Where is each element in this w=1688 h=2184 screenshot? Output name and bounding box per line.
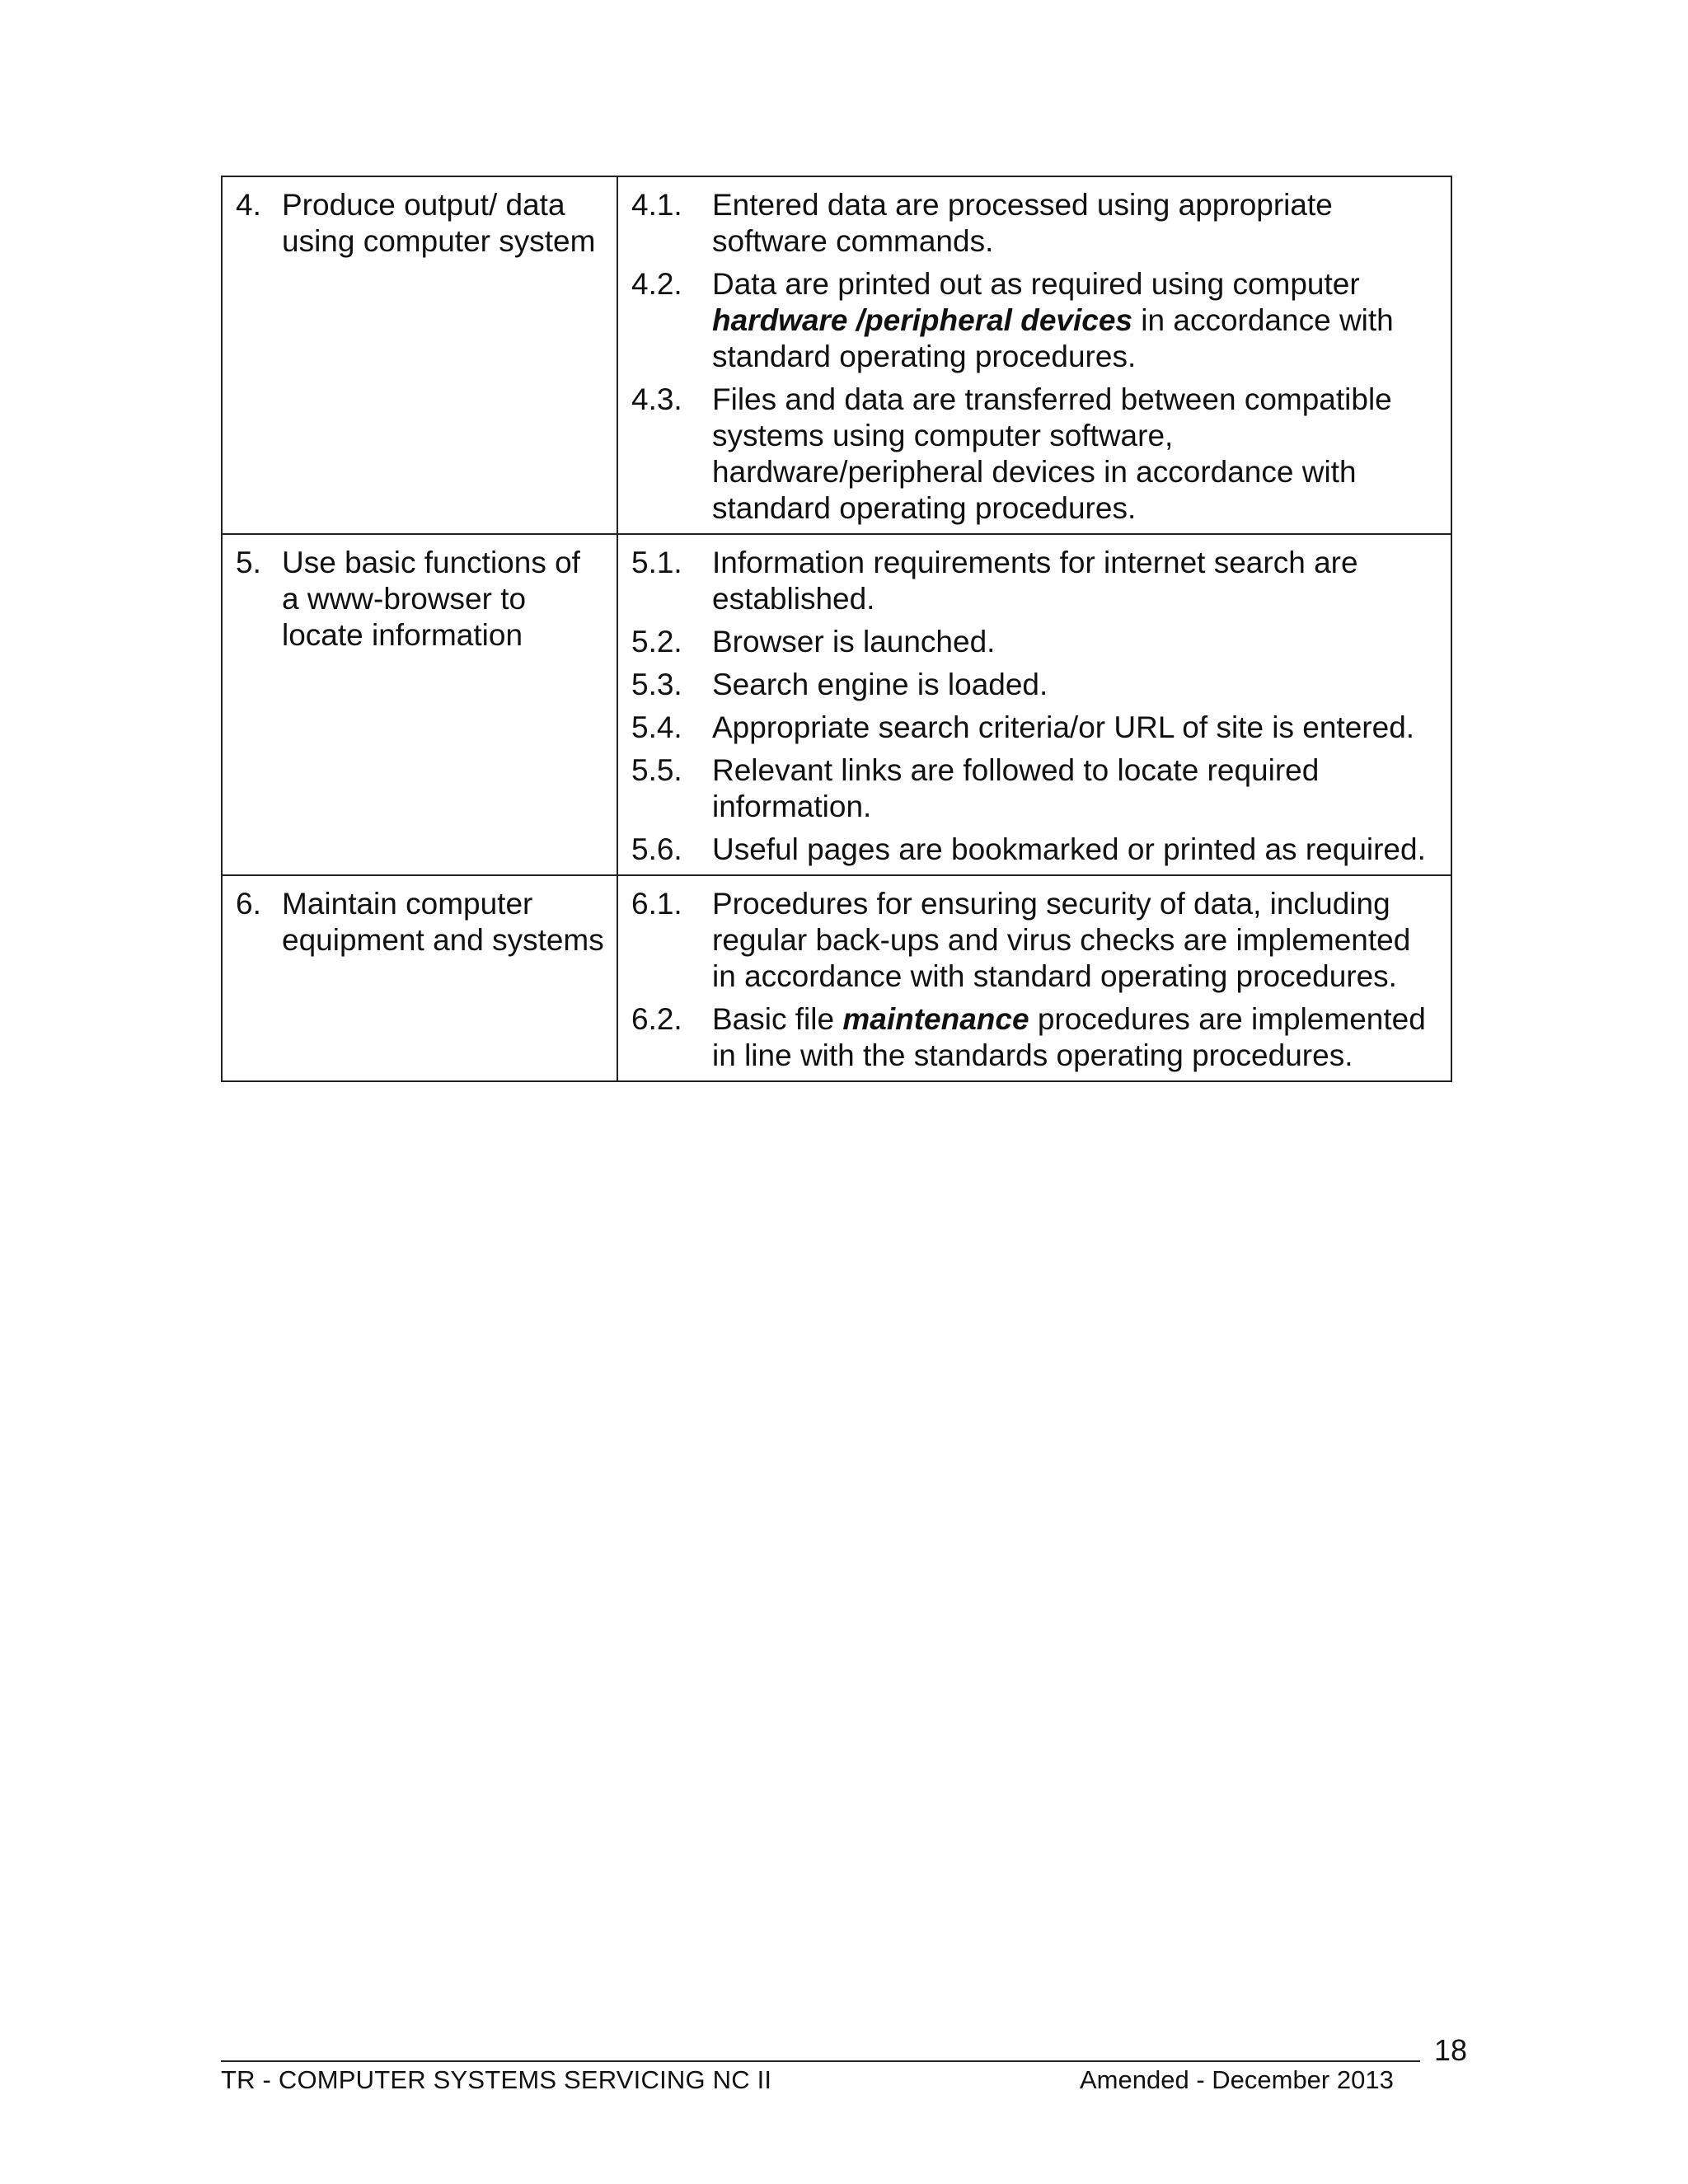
element-cell [222,534,617,875]
element-number: 5. [236,546,261,579]
performance-criterion [631,752,1439,825]
element-number: 6. [236,887,261,921]
unit-element [236,545,605,654]
criteria-cell [617,534,1451,875]
criterion-number: 6.2. [631,1002,682,1036]
emphasized-term: maintenance [842,1002,1029,1036]
criterion-text: Procedures for ensuring security of data, including regular back-ups and virus checks are implemented in accordance with standard operating procedures. [712,887,1411,993]
criterion-number: 5.2. [631,625,682,658]
element-number: 4. [236,188,261,222]
criterion-text: Data are printed out as required using computer hardware /peripheral devices in accordance with standard operating procedures. [712,267,1394,373]
performance-criterion [631,624,1439,660]
performance-criterion [631,710,1439,746]
footer-rule [221,2060,1420,2062]
criteria-cell [617,875,1451,1081]
criterion-text: Basic file maintenance procedures are implemented in line with the standards operating procedures. [712,1002,1426,1072]
criterion-text: Files and data are transferred between compatible systems using computer software, hardware/peripheral devices in accordance with standard operating procedures. [712,382,1392,525]
criterion-text: Browser is launched. [712,625,996,658]
criterion-text: Relevant links are followed to locate required information. [712,753,1320,823]
element-text: Use basic functions of a www-browser to locate information [282,546,580,652]
criterion-text: Information requirements for internet search are established. [712,546,1358,616]
page-number: 18 [1434,2033,1468,2067]
criterion-number: 4.3. [631,382,682,416]
footer-document-title: TR - COMPUTER SYSTEMS SERVICING NC II [221,2065,772,2094]
performance-criterion [631,382,1439,527]
performance-criterion [631,667,1439,703]
unit-element [236,886,605,958]
competency-table [221,176,1452,1082]
criterion-number: 5.5. [631,753,682,787]
performance-criterion [631,886,1439,995]
criterion-text: Entered data are processed using appropriate software commands. [712,188,1333,258]
table-row [222,176,1451,534]
performance-criterion [631,187,1439,260]
criterion-text: Useful pages are bookmarked or printed as required. [712,832,1426,866]
emphasized-term: hardware /peripheral devices [712,303,1133,337]
unit-element [236,187,605,260]
criterion-number: 5.1. [631,546,682,579]
criteria-cell [617,176,1451,534]
element-text: Produce output/ data using computer system [282,188,596,258]
criterion-number: 5.6. [631,832,682,866]
performance-criterion [631,832,1439,868]
table-row [222,534,1451,875]
performance-criterion [631,1001,1439,1074]
table-row [222,875,1451,1081]
footer-amendment-date: Amended - December 2013 [1080,2065,1394,2094]
criterion-number: 4.2. [631,267,682,301]
criterion-text: Search engine is loaded. [712,668,1048,701]
criterion-number: 4.1. [631,188,682,222]
performance-criterion [631,266,1439,375]
criterion-number: 6.1. [631,887,682,921]
criterion-number: 5.3. [631,668,682,701]
criterion-text: Appropriate search criteria/or URL of site is entered. [712,710,1415,744]
performance-criterion [631,545,1439,617]
element-cell [222,875,617,1081]
element-cell [222,176,617,534]
criterion-number: 5.4. [631,710,682,744]
element-text: Maintain computer equipment and systems [282,887,604,957]
